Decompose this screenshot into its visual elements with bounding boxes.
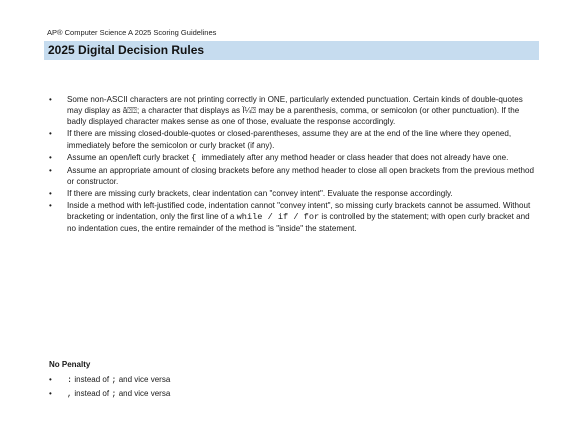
bullet-icon: • xyxy=(49,129,52,139)
penalty-code-alt: ; xyxy=(111,375,117,385)
penalty-text: instead of xyxy=(72,375,112,384)
bullet-icon: • xyxy=(49,389,52,398)
rule-item xyxy=(49,200,535,235)
penalty-code: : xyxy=(67,375,73,385)
rule-item xyxy=(49,94,535,128)
rule-text: If there are missing closed-double-quotes or closed-parentheses, assume they are at the end of the line where they opened, immediately before the semicolon or curly bracket (if any). xyxy=(67,129,512,150)
rule-item xyxy=(49,188,535,199)
rule-code: { xyxy=(191,152,202,163)
no-penalty-heading: No Penalty xyxy=(49,360,91,369)
penalty-text: instead of xyxy=(72,389,112,398)
penalty-text-end: and vice versa xyxy=(116,375,171,384)
rule-text: Some non-ASCII characters are not printing correctly in ONE, particularly extended punctuation. Certain kinds of double-quotes may display as â⍰⍰; a character that displays as Ï¼⍰ may be a parenthesis, comma, or semicolon (or other punctuation). If the badly displayed character makes sense as one of those, evaluate the response accordingly. xyxy=(67,95,523,127)
bullet-icon: • xyxy=(49,375,52,384)
rule-item xyxy=(49,165,535,187)
bullet-icon: • xyxy=(49,165,52,175)
penalty-code: , xyxy=(67,389,73,399)
section-title: 2025 Digital Decision Rules xyxy=(48,43,205,57)
section-title-bar xyxy=(44,41,539,60)
bullet-icon: • xyxy=(49,152,52,162)
bullet-icon: • xyxy=(49,188,52,198)
document-header-note: AP® Computer Science A 2025 Scoring Guidelines xyxy=(47,28,217,37)
rules-list xyxy=(49,94,535,235)
rule-text: Inside a method with left-justified code, indentation cannot "convey intent", so missing curly brackets cannot be assumed. Without bracketing or indentation, only the first line of a xyxy=(67,200,531,222)
rule-text: If there are missing curly brackets, clear indentation can "convey intent". Evaluate the response accordingly. xyxy=(67,188,453,198)
no-penalty-list xyxy=(49,373,170,401)
no-penalty-item xyxy=(49,373,170,387)
bullet-icon: • xyxy=(49,200,52,210)
rule-text: Assume an open/left curly bracket xyxy=(67,152,192,162)
rule-code: while / if / for xyxy=(236,212,320,223)
rule-item xyxy=(49,128,535,150)
penalty-text-end: and vice versa xyxy=(116,389,171,398)
rule-text-continued: immediately after any method header or class header that does not already have one. xyxy=(201,152,509,162)
rule-text-continued: is controlled by the statement; with open curly bracket and no indentation cues, the entire remainder of the method is "inside" the statement. xyxy=(67,212,530,234)
bullet-icon: • xyxy=(49,95,52,104)
rule-text: Assume an appropriate amount of closing brackets before any method header to close all open brackets from the previous method or constructor. xyxy=(67,165,535,186)
rule-item xyxy=(49,152,535,164)
no-penalty-item xyxy=(49,387,170,401)
penalty-code-alt: ; xyxy=(111,389,117,399)
